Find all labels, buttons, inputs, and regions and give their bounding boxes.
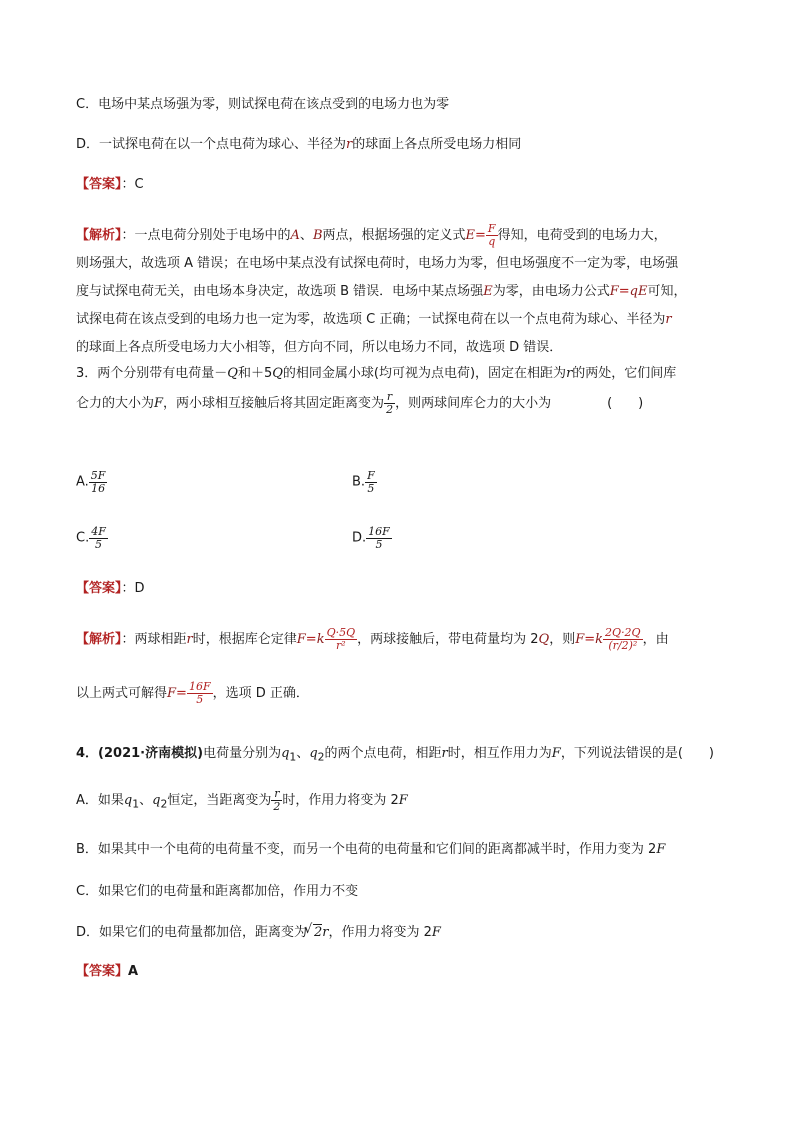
- question-3: 3．两个分别带有电荷量－Q和＋5Q的相同金属小球(均可视为点电荷)，固定在相距为r的两处，它们间库 仑力的大小为F，两小球相互接触后将其固定距离变为 $\frac{r}{2}$ ，则两球间库仑力的大小为 ( ): [76, 366, 677, 416]
- q4-option-a[interactable]: A．如果$q_1$、$q_2$恒定，当距离变为 $\frac{r}{2}$ 时，作用力将变为 2F: [76, 787, 408, 813]
- fraction-coulomb-1: $\frac{Q\cdot 5Q}{\text{r²}}$: [326, 626, 356, 652]
- question-4: 4．(2021·济南模拟)电荷量分别为$q_1$、$q_2$的两个点电荷，相距r时，相互作用力为F，下列说法错误的是( ): [76, 746, 714, 764]
- q4-option-d[interactable]: D．如果它们的电荷量都加倍，距离变为√ 2r，作用力将变为 2F: [76, 924, 726, 941]
- fraction-r-over-2: $\frac{r}{2}$: [386, 390, 394, 416]
- answer-label: 【答案】: [76, 581, 122, 596]
- fraction-f-over-q: $\frac{F}{q}$: [487, 222, 496, 248]
- prev-option-c: C．电场中某点场强为零，则试探电荷在该点受到的电场力也为零: [76, 97, 450, 112]
- analysis-label: 【解析】: [76, 632, 122, 647]
- fraction-coulomb-2: $\frac{2Q\cdot 2Q}{\text{(r/2)²}}$: [605, 626, 641, 652]
- sqrt-symbol: √ 2: [313, 924, 322, 941]
- analysis-2: 【解析】：两球相距r时，根据库仑定律F=k $\frac{Q\cdot 5Q}{\text{r²}}$ ，两球接触后，带电荷量均为 2Q，则F=k $\frac{2Q\cdot 2Q}{\text{(r/2)²}}$ ，由 以上两式可解得F= $\frac{16F}{5}$ ，选项 D 正确．: [76, 626, 669, 706]
- fraction-16f-over-5: $\frac{16F}{5}$: [188, 680, 211, 706]
- question-source: 4．(2021·济南模拟): [76, 746, 204, 761]
- analysis-label: 【解析】: [76, 228, 122, 243]
- answer-label: 【答案】: [76, 177, 122, 192]
- answer-3: 【答案】A: [76, 964, 139, 979]
- q3-option-d[interactable]: D. $\frac{16F}{5}$: [352, 525, 390, 551]
- q4-option-c[interactable]: C．如果它们的电荷量和距离都加倍，作用力不变: [76, 884, 359, 899]
- q3-option-a[interactable]: A. $\frac{5F}{16}$: [76, 469, 106, 495]
- answer-label: 【答案】: [76, 964, 129, 979]
- analysis-1: 【解析】：一点电荷分别处于电场中的A、B两点，根据场强的定义式E= $\frac{F}{q}$ 得知，电荷受到的电场力大， 则场强大，故选项 A 错误；在电场中某点没有试探电荷时，电场力为零，但电场强度不一定为零，电场强 度与试探电荷无关，由电场本身决定，故选项 B 错误．电场中某点场强E为零，由电场力公式F=qE可知， 试探电荷在该点受到的电场力也一定为零，故选项 C 正确；一试探电荷在以一个点电荷为球心、半径为r 的球面上各点所受电场力大小相等，但方向不同，所以电场力不同，故选项 D 错误．: [76, 222, 687, 355]
- answer-1: 【答案】：C: [76, 177, 144, 192]
- q3-option-b[interactable]: B. $\frac{F}{5}$: [352, 469, 375, 495]
- q4-option-b[interactable]: B．如果其中一个电荷的电荷量不变，而另一个电荷的电荷量和它们间的距离都减半时，作用力变为 2F: [76, 842, 666, 857]
- q3-option-c[interactable]: C. $\frac{4F}{5}$: [76, 525, 106, 551]
- answer-2: 【答案】：D: [76, 581, 145, 596]
- prev-option-d: D．一试探电荷在以一个点电荷为球心、半径为r的球面上各点所受电场力相同: [76, 137, 522, 152]
